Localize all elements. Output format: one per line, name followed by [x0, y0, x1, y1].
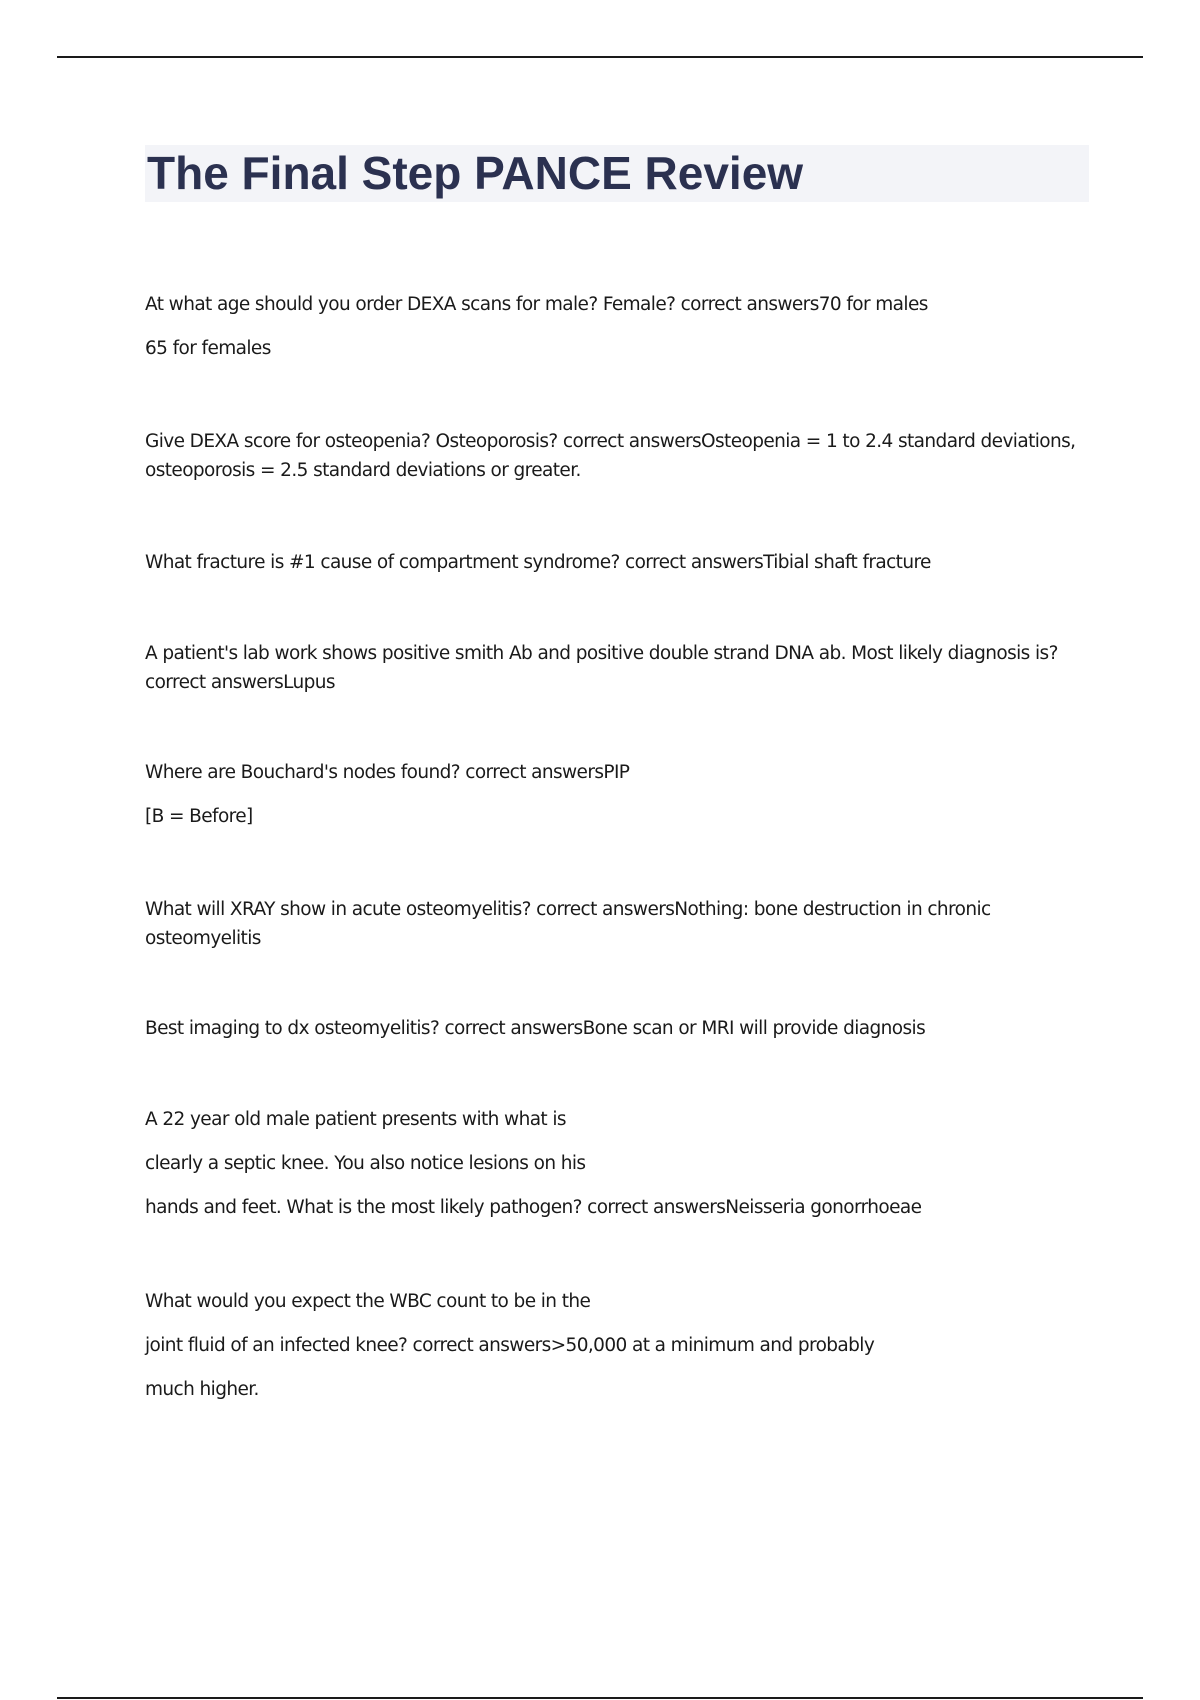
qa-line: [B = Before]: [145, 806, 253, 827]
qa-item: [145, 1105, 1095, 1222]
qa-item: [145, 548, 1095, 577]
qa-line: joint fluid of an infected knee? correct answers>50,000 at a minimum and probably: [145, 1335, 875, 1356]
qa-line: A 22 year old male patient presents with what is: [145, 1109, 566, 1130]
qa-line: Give DEXA score for osteopenia? Osteoporosis? correct answersOsteopenia = 1 to 2.4 standard deviations, osteoporosis = 2.5 standard deviations or greater.: [145, 431, 1076, 481]
qa-item: [145, 639, 1095, 697]
qa-line: clearly a septic knee. You also notice lesions on his: [145, 1153, 586, 1174]
qa-item: [145, 758, 1095, 831]
qa-line: What fracture is #1 cause of compartment syndrome? correct answersTibial shaft fracture: [145, 552, 931, 573]
qa-item: [145, 427, 1095, 485]
qa-item: [145, 1287, 1095, 1404]
qa-item: [145, 1014, 1095, 1043]
qa-line: A patient's lab work shows positive smith Ab and positive double strand DNA ab. Most likely diagnosis is? correct answersLupus: [145, 643, 1058, 693]
qa-line: hands and feet. What is the most likely pathogen? correct answersNeisseria gonorrhoeae: [145, 1197, 922, 1218]
qa-line: What would you expect the WBC count to be in the: [145, 1291, 591, 1312]
qa-item: [145, 290, 1095, 363]
qa-line: What will XRAY show in acute osteomyelitis? correct answersNothing: bone destruction in chronic osteomyelitis: [145, 899, 991, 949]
qa-item: [145, 895, 1095, 953]
footer-rule: [57, 1697, 1143, 1699]
header-rule: [57, 56, 1143, 58]
qa-line: 65 for females: [145, 338, 271, 359]
qa-line: Where are Bouchard's nodes found? correct answersPIP: [145, 762, 630, 783]
qa-line: much higher.: [145, 1379, 259, 1400]
document-title: The Final Step PANCE Review: [147, 147, 804, 199]
qa-line: At what age should you order DEXA scans for male? Female? correct answers70 for males: [145, 294, 928, 315]
qa-line: Best imaging to dx osteomyelitis? correct answersBone scan or MRI will provide diagnosis: [145, 1018, 926, 1039]
